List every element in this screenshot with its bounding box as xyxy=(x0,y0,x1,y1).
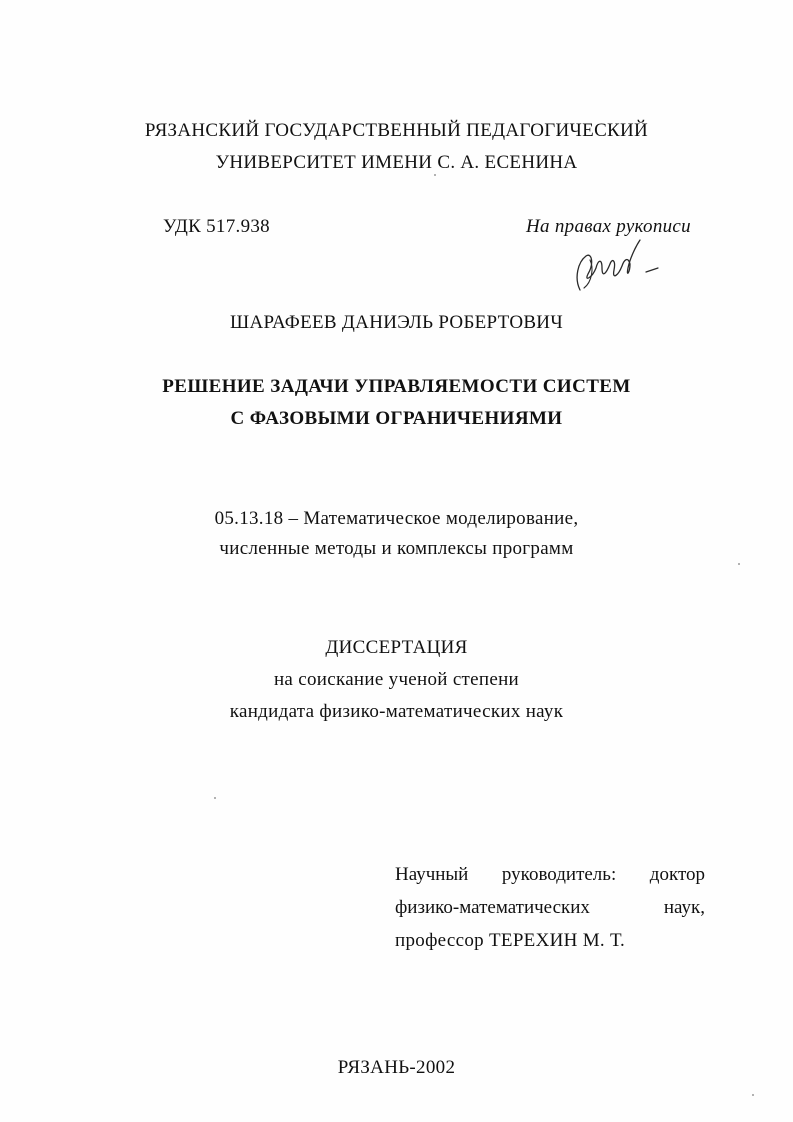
manuscript-rights-note: На правах рукописи xyxy=(526,216,691,237)
supervisor-word: Научный xyxy=(395,864,469,885)
specialty-line-2: численные методы и комплексы программ xyxy=(219,538,574,559)
author-name: ШАРАФЕЕВ ДАНИЭЛЬ РОБЕРТОВИЧ xyxy=(230,312,563,333)
scan-speck xyxy=(214,797,216,799)
university-name-line-2: УНИВЕРСИТЕТ ИМЕНИ С. А. ЕСЕНИНА xyxy=(215,152,578,173)
supervisor-word: доктор xyxy=(649,864,705,885)
supervisor-line-1 xyxy=(395,864,705,886)
university-name-line-1: РЯЗАНСКИЙ ГОСУДАРСТВЕННЫЙ ПЕДАГОГИЧЕСКИЙ xyxy=(144,120,649,141)
scan-speck xyxy=(738,563,740,565)
scan-speck xyxy=(752,1094,754,1096)
dissertation-title-line-2: С ФАЗОВЫМИ ОГРАНИЧЕНИЯМИ xyxy=(230,408,563,429)
dissertation-title-line-1: РЕШЕНИЕ ЗАДАЧИ УПРАВЛЯЕМОСТИ СИСТЕМ xyxy=(162,376,631,397)
work-type-heading: ДИССЕРТАЦИЯ xyxy=(325,637,468,658)
degree-line-1: на соискание ученой степени xyxy=(273,669,520,690)
scan-speck xyxy=(434,174,436,176)
supervisor-line-2 xyxy=(395,897,705,919)
supervisor-line-3: профессор ТЕРЕХИН М. Т. xyxy=(395,930,626,951)
city-year: РЯЗАНЬ-2002 xyxy=(337,1057,456,1078)
supervisor-word: руководитель: xyxy=(501,864,617,885)
supervisor-word: наук, xyxy=(663,897,705,918)
degree-line-2: кандидата физико-математических наук xyxy=(229,701,564,722)
supervisor-word: физико-математических xyxy=(395,897,590,918)
udk-code: УДК 517.938 xyxy=(163,216,270,237)
handwritten-signature xyxy=(572,238,672,298)
specialty-line-1: 05.13.18 – Математическое моделирование, xyxy=(214,508,579,529)
